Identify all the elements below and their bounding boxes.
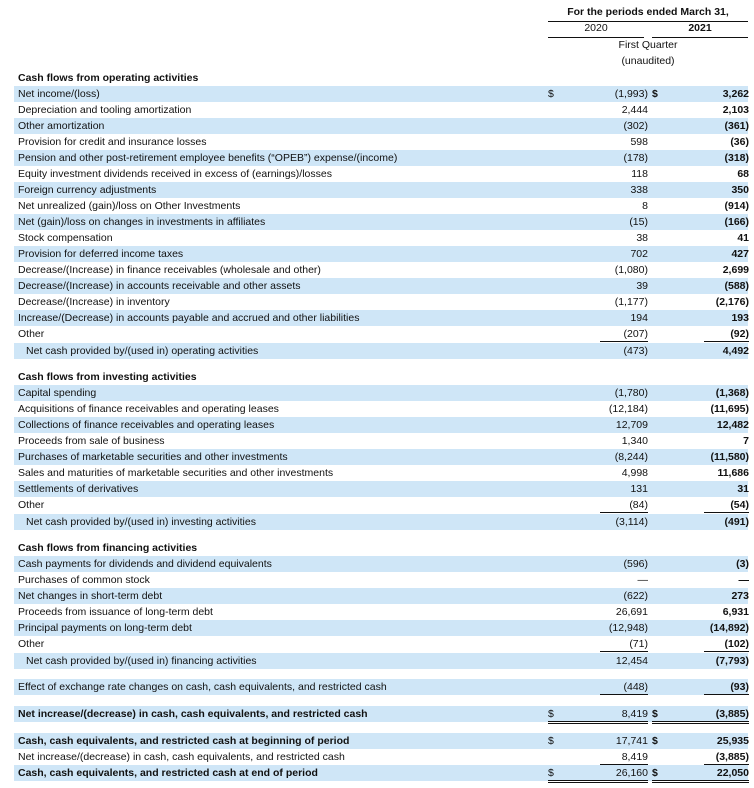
value-2020: 26,160	[615, 767, 648, 779]
row-label: Net increase/(decrease) in cash, cash equivalents, and restricted cash	[18, 708, 368, 720]
value-2020: (1,993)	[614, 88, 648, 100]
value-2021: 3,262	[722, 88, 749, 100]
table-row	[14, 401, 748, 417]
table-row	[14, 765, 748, 781]
value-2020: 194	[630, 312, 648, 324]
value-2020: 1,340	[621, 435, 648, 447]
value-2020: 8,419	[621, 751, 648, 763]
table-row	[14, 706, 748, 722]
table-row	[14, 620, 748, 636]
row-label: Other	[18, 638, 45, 650]
table-row	[14, 262, 748, 278]
underline-2020	[548, 721, 648, 724]
value-2020: (448)	[623, 681, 648, 693]
row-label: Purchases of common stock	[18, 574, 150, 586]
underline-2020	[548, 780, 648, 783]
row-label: Cash flows from operating activities	[18, 72, 199, 84]
value-2020: 39	[636, 280, 648, 292]
currency-symbol-2020: $	[548, 767, 554, 779]
value-2021: (2,176)	[715, 296, 749, 308]
table-row	[14, 150, 748, 166]
value-2020: 8,419	[621, 708, 648, 720]
section-header	[14, 540, 748, 556]
subtotal-row	[14, 653, 748, 669]
underline-2021	[652, 721, 749, 724]
row-label: Proceeds from sale of business	[18, 435, 165, 447]
unaudited-header: (unaudited)	[621, 55, 675, 67]
table-row	[14, 294, 748, 310]
value-2021: (11,580)	[710, 451, 749, 463]
value-2021: (588)	[724, 280, 749, 292]
value-2021: (36)	[730, 136, 749, 148]
table-row	[14, 166, 748, 182]
value-2021: (491)	[724, 516, 749, 528]
value-2020: 118	[631, 168, 648, 180]
table-row	[14, 118, 748, 134]
table-row	[14, 449, 748, 465]
currency-symbol-2020: $	[548, 708, 554, 720]
value-2020: 26,691	[615, 606, 648, 618]
value-2020: 12,454	[615, 655, 648, 667]
value-2021: 350	[731, 184, 749, 196]
value-2020: (1,177)	[614, 296, 648, 308]
year-2020-rule	[548, 37, 644, 38]
value-2020: 2,444	[621, 104, 648, 116]
value-2020: —	[637, 574, 648, 586]
row-label: Net cash provided by/(used in) operating activities	[26, 345, 259, 357]
row-label: Proceeds from issuance of long-term debt	[18, 606, 213, 618]
value-2021: (3,885)	[715, 751, 749, 763]
underline-2020	[600, 694, 648, 695]
row-label: Cash payments for dividends and dividend equivalents	[18, 558, 272, 570]
table-row	[14, 310, 748, 326]
value-2021: 31	[737, 483, 749, 495]
row-label: Principal payments on long-term debt	[18, 622, 192, 634]
subtotal-row	[14, 514, 748, 530]
value-2021: (166)	[724, 216, 749, 228]
value-2021: (914)	[724, 200, 749, 212]
value-2021: 41	[737, 232, 749, 244]
value-2021: 4,492	[722, 345, 749, 357]
value-2020: (8,244)	[614, 451, 648, 463]
value-2021: (1,368)	[715, 387, 749, 399]
value-2021: 2,103	[722, 104, 749, 116]
value-2020: (622)	[623, 590, 648, 602]
table-row	[14, 572, 748, 588]
row-label: Cash flows from financing activities	[18, 542, 198, 554]
value-2021: (3)	[736, 558, 749, 570]
row-label: Net cash provided by/(used in) financing activities	[26, 655, 257, 667]
table-row	[14, 86, 748, 102]
value-2020: (1,780)	[614, 387, 648, 399]
value-2020: 38	[636, 232, 648, 244]
value-2020: 598	[630, 136, 648, 148]
table-row	[14, 246, 748, 262]
value-2021: 6,931	[722, 606, 749, 618]
currency-symbol-2020: $	[548, 88, 554, 100]
value-2021: (318)	[724, 152, 749, 164]
value-2021: 12,482	[716, 419, 749, 431]
table-row	[14, 417, 748, 433]
value-2020: 12,709	[615, 419, 648, 431]
row-label: Other amortization	[18, 120, 105, 132]
table-row	[14, 134, 748, 150]
value-2021: (3,885)	[715, 708, 749, 720]
table-row	[14, 198, 748, 214]
table-row	[14, 230, 748, 246]
value-2021: (92)	[730, 328, 749, 340]
value-2021: 2,699	[722, 264, 749, 276]
currency-symbol-2020: $	[548, 735, 554, 747]
value-2021: 427	[731, 248, 749, 260]
row-label: Pension and other post-retirement employee benefits (“OPEB”) expense/(income)	[18, 152, 398, 164]
value-2020: (596)	[623, 558, 648, 570]
value-2021: 193	[731, 312, 749, 324]
row-label: Purchases of marketable securities and other investments	[18, 451, 288, 463]
row-label: Net (gain)/loss on changes in investments in affiliates	[18, 216, 266, 228]
table-row	[14, 497, 748, 513]
value-2020: 702	[630, 248, 648, 260]
value-2020: 338	[630, 184, 648, 196]
row-label: Provision for deferred income taxes	[18, 248, 184, 260]
row-label: Increase/(Decrease) in accounts payable and accrued and other liabilities	[18, 312, 360, 324]
row-label: Net increase/(decrease) in cash, cash equivalents, and restricted cash	[18, 751, 345, 763]
row-label: Equity investment dividends received in excess of (earnings)/losses	[18, 168, 332, 180]
value-2020: (302)	[623, 120, 648, 132]
table-row	[14, 636, 748, 652]
section-header	[14, 70, 748, 86]
table-row	[14, 588, 748, 604]
subtotal-row	[14, 343, 748, 359]
value-2020: (178)	[623, 152, 648, 164]
row-label: Other	[18, 499, 45, 511]
value-2020: (12,184)	[608, 403, 648, 415]
currency-symbol-2021: $	[652, 735, 658, 747]
row-label: Stock compensation	[18, 232, 113, 244]
value-2020: 8	[642, 200, 648, 212]
row-label: Depreciation and tooling amortization	[18, 104, 192, 116]
first-quarter-header: First Quarter	[618, 39, 678, 51]
underline-2020	[600, 512, 648, 513]
value-2020: 131	[630, 483, 648, 495]
value-2021: 11,686	[717, 467, 749, 479]
underline-2021	[652, 780, 749, 783]
year-2020-header: 2020	[584, 22, 608, 34]
row-label: Provision for credit and insurance losses	[18, 136, 207, 148]
underline-2021	[704, 341, 749, 342]
table-row	[14, 733, 748, 749]
currency-symbol-2021: $	[652, 708, 658, 720]
value-2020: (12,948)	[608, 622, 648, 634]
row-label: Foreign currency adjustments	[18, 184, 157, 196]
table-row	[14, 679, 748, 695]
row-label: Sales and maturities of marketable securities and other investments	[18, 467, 334, 479]
row-label: Net cash provided by/(used in) investing activities	[26, 516, 256, 528]
value-2021: (14,892)	[709, 622, 749, 634]
underline-2021	[704, 694, 749, 695]
value-2020: (207)	[623, 328, 648, 340]
currency-symbol-2021: $	[652, 88, 658, 100]
currency-symbol-2021: $	[652, 767, 658, 779]
table-row	[14, 604, 748, 620]
value-2021: 273	[731, 590, 749, 602]
row-label: Collections of finance receivables and operating leases	[18, 419, 275, 431]
underline-2021	[704, 512, 749, 513]
table-row	[14, 433, 748, 449]
row-label: Decrease/(Increase) in accounts receivable and other assets	[18, 280, 301, 292]
table-row	[14, 278, 748, 294]
value-2021: (54)	[730, 499, 749, 511]
value-2020: (71)	[629, 638, 648, 650]
row-label: Other	[18, 328, 45, 340]
row-label: Net income/(loss)	[18, 88, 100, 100]
value-2021: 7	[743, 435, 749, 447]
value-2020: 4,998	[621, 467, 648, 479]
row-label: Decrease/(Increase) in inventory	[18, 296, 170, 308]
value-2021: (11,695)	[710, 403, 749, 415]
row-label: Cash, cash equivalents, and restricted cash at end of period	[18, 767, 318, 779]
table-row	[14, 102, 748, 118]
value-2021: 68	[737, 168, 749, 180]
value-2020: (1,080)	[614, 264, 648, 276]
table-row	[14, 214, 748, 230]
table-row	[14, 182, 748, 198]
row-label: Cash, cash equivalents, and restricted cash at beginning of period	[18, 735, 350, 747]
table-row	[14, 326, 748, 342]
value-2020: (84)	[629, 499, 648, 511]
row-label: Effect of exchange rate changes on cash, cash equivalents, and restricted cash	[18, 681, 387, 693]
row-label: Net unrealized (gain)/loss on Other Investments	[18, 200, 241, 212]
table-row	[14, 556, 748, 572]
row-label: Settlements of derivatives	[18, 483, 139, 495]
table-row	[14, 749, 748, 765]
underline-2020	[600, 341, 648, 342]
value-2020: (15)	[629, 216, 648, 228]
table-row	[14, 385, 748, 401]
value-2020: (473)	[623, 345, 648, 357]
table-row	[14, 465, 748, 481]
underline-2020	[600, 651, 648, 652]
row-label: Capital spending	[18, 387, 97, 399]
value-2021: 25,935	[716, 735, 749, 747]
value-2021: (361)	[724, 120, 749, 132]
value-2021: (93)	[730, 681, 749, 693]
table-row	[14, 481, 748, 497]
section-header	[14, 369, 748, 385]
year-2021-header: 2021	[688, 22, 712, 34]
value-2021: (102)	[724, 638, 749, 650]
value-2020: (3,114)	[615, 516, 648, 528]
row-label: Net changes in short-term debt	[18, 590, 163, 602]
underline-2021	[704, 651, 749, 652]
value-2021: (7,793)	[715, 655, 749, 667]
row-label: Cash flows from investing activities	[18, 371, 197, 383]
row-label: Acquisitions of finance receivables and operating leases	[18, 403, 279, 415]
value-2021: 22,050	[716, 767, 749, 779]
periods-header: For the periods ended March 31,	[567, 6, 729, 18]
value-2020: 17,741	[615, 735, 648, 747]
value-2021: —	[738, 574, 749, 586]
year-2021-rule	[652, 37, 748, 38]
row-label: Decrease/(Increase) in finance receivables (wholesale and other)	[18, 264, 321, 276]
